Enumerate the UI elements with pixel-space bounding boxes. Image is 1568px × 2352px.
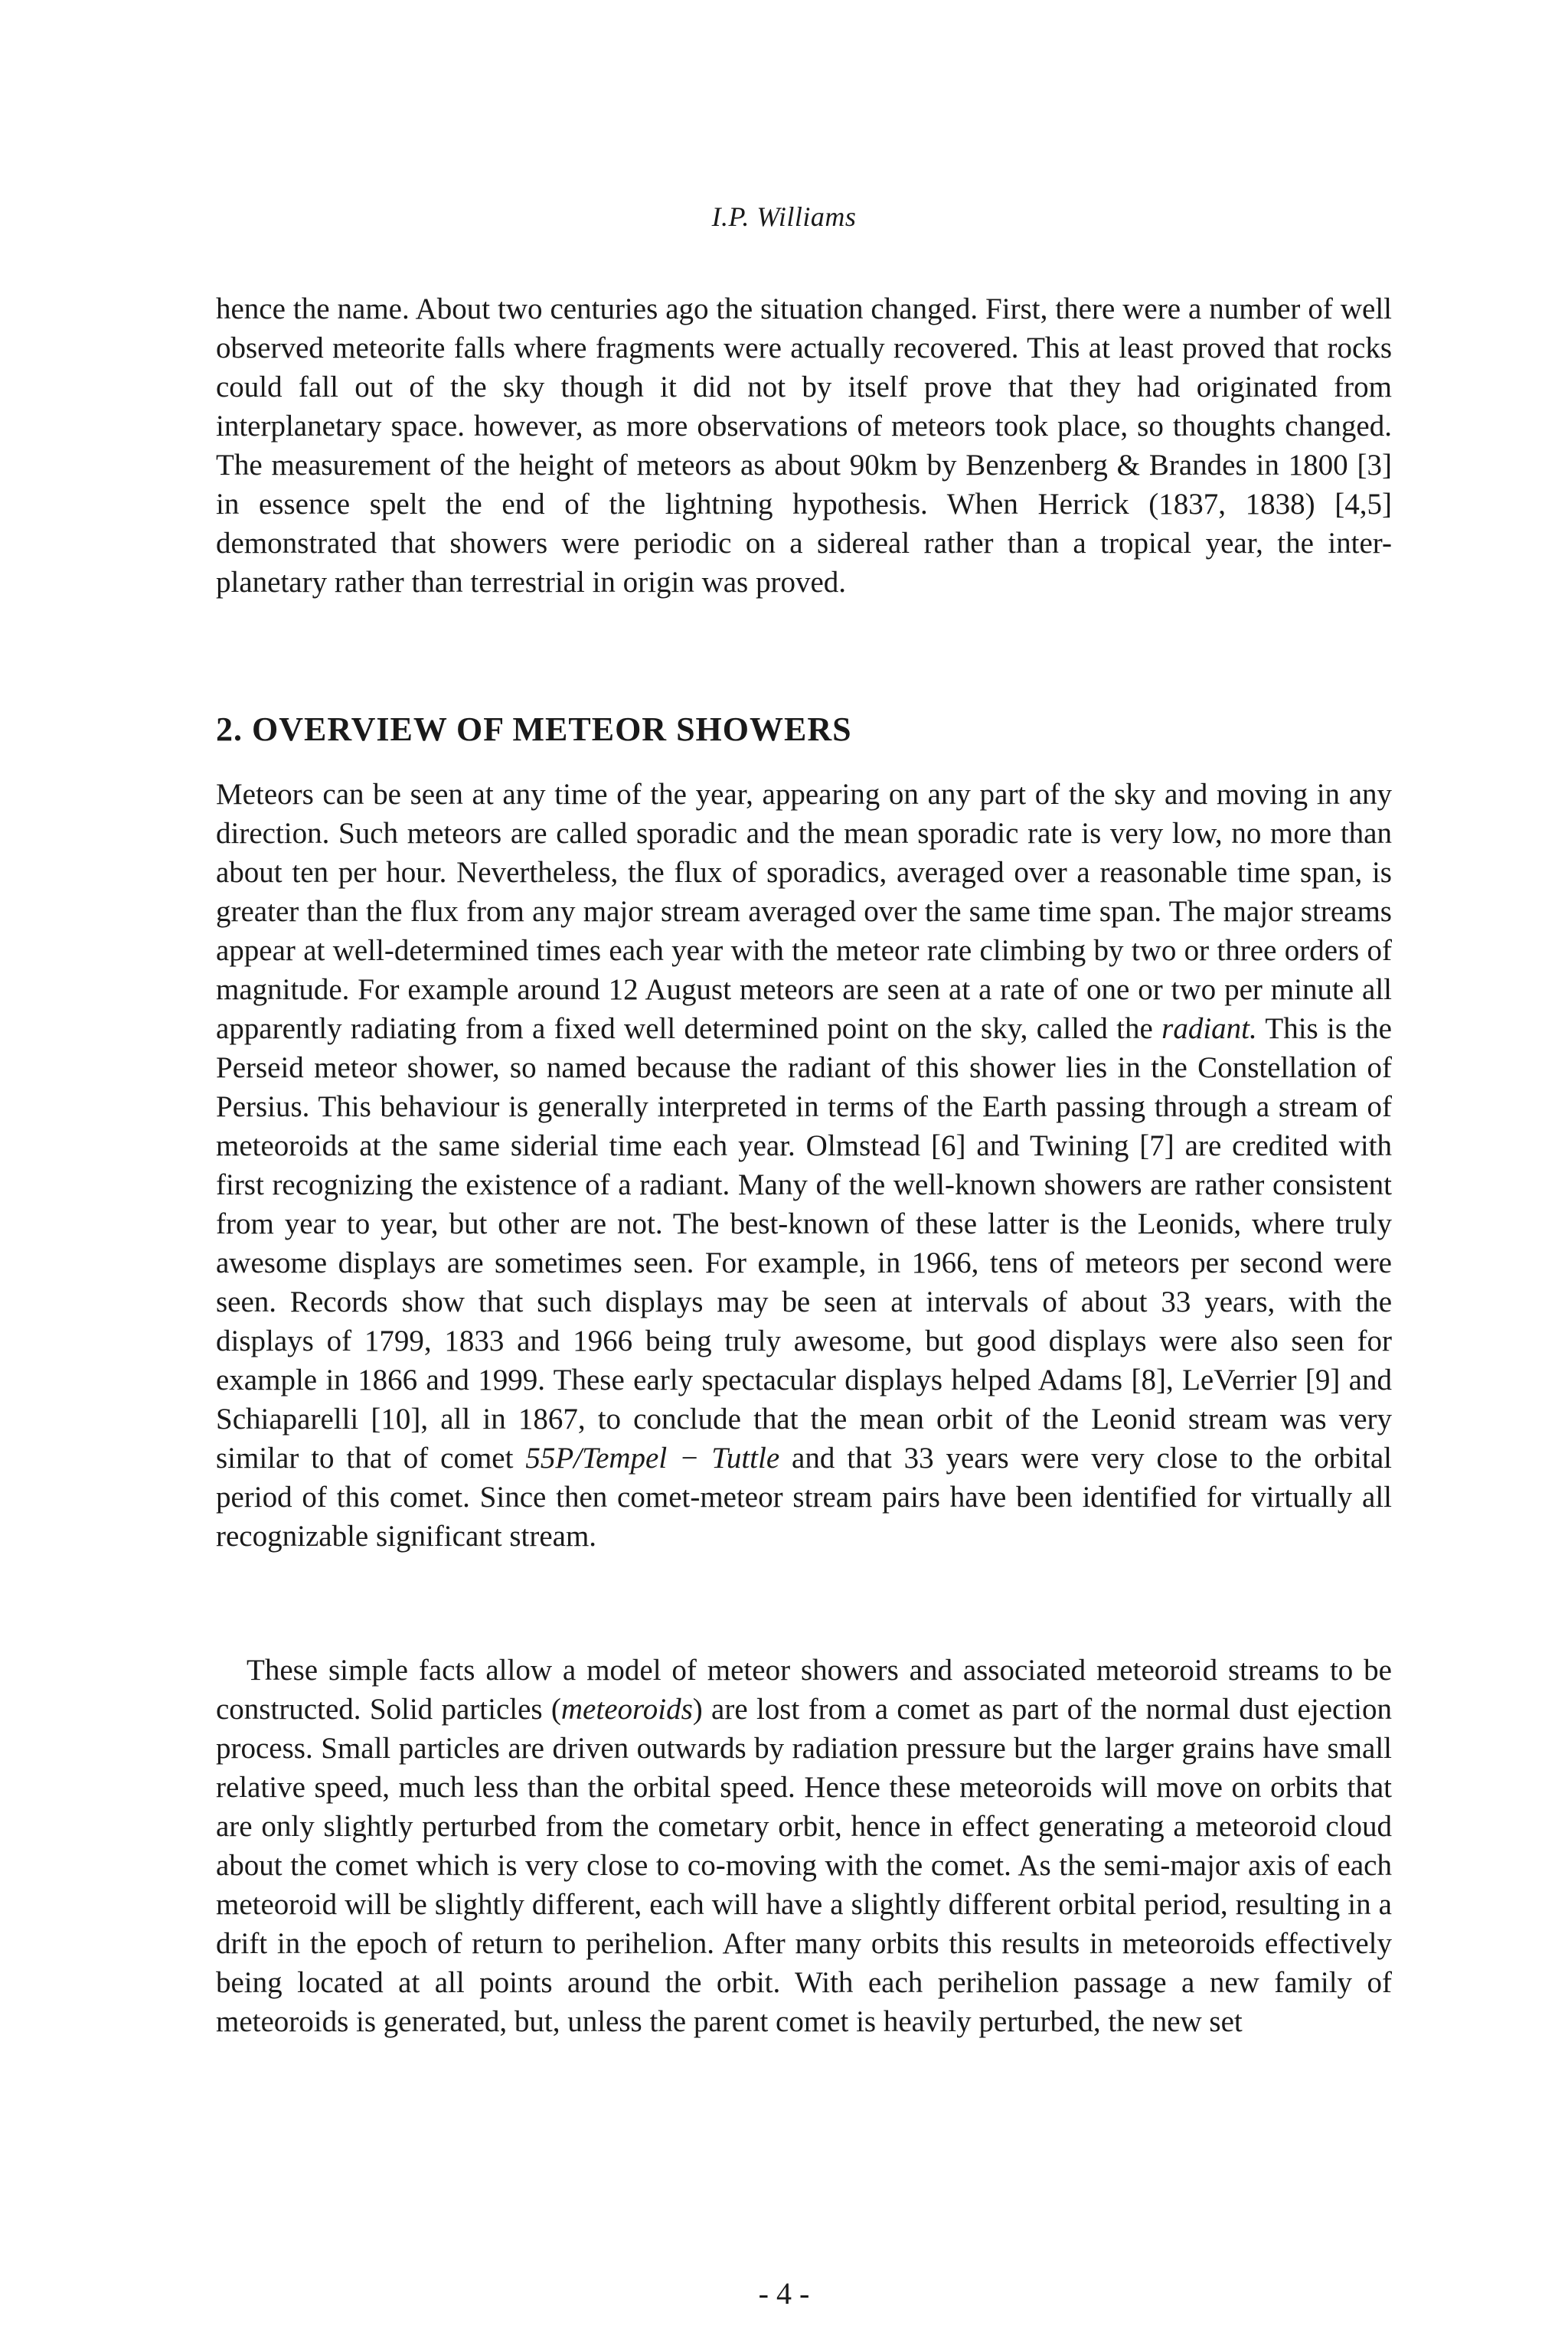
meteoroids-term: meteoroids [560, 1693, 693, 1726]
page-number: - 4 - [758, 2276, 810, 2311]
paragraph-text: These simple facts allow a model of meteor showers and associated meteoroid streams to be constructed. Solid particles ( [216, 1654, 1392, 1726]
running-header: I.P. Williams [711, 201, 857, 232]
section-paragraph-2 [216, 1651, 1392, 2041]
paragraph-text: This is the Perseid meteor shower, so named because the radiant of this shower lies in the Constellation of Persius. This behaviour is generally interpreted in terms of the Earth passing through a stream of meteoroids at the same siderial time each year. Olmstead [6] and Twining [7] are credited with first recognizing the existence of a radiant. Many of the well-known showers are rather consistent from year to year, but other are not. The best-known of these latter is the Leonids, where truly awesome displays are sometimes seen. For example, in 1966, tens of meteors per second were seen. Records show that such displays may be seen at intervals of about 33 years, with the displays of 1799, 1833 and 1966 being truly awesome, but good displays were also seen for example in 1866 and 1999. These early spectacular displays helped Adams [8], LeVerrier [9] and Schiaparelli [10], all in 1867, to conclude that the mean orbit of the Leonid stream was very similar to that of comet [216, 1012, 1392, 1475]
intro-paragraph: hence the name. About two centuries ago the situation changed. First, there were a number of well observed meteorite falls where fragments were actually recovered. This at least proved that rocks could fall out of the sky though it did not by itself prove that they had originated from interplanetary space. however, as more observations of meteors took place, so thoughts changed. The measurement of the height of meteors as about 90km by Benzenberg & Brandes in 1800 [3] in essence spelt the end of the lightning hypothesis. When Herrick (1837, 1838) [4,5] demonstrated that showers were periodic on a sidereal rather than a tropical year, the inter-planetary rather than terrestrial in origin was proved. [216, 292, 1392, 599]
section-heading: 2. OVERVIEW OF METEOR SHOWERS [216, 710, 852, 748]
radiant-term: radiant. [1161, 1012, 1257, 1045]
paragraph-text: ) are lost from a comet as part of the normal dust ejection process. Small particles are driven outwards by radiation pressure but the larger grains have small relative speed, much less than the orbital speed. Hence these meteoroids will move on orbits that are only slightly perturbed from the cometary orbit, hence in effect generating a meteoroid cloud about the comet which is very close to co-moving with the comet. As the semi-major axis of each meteoroid will be slightly different, each will have a slightly different orbital period, resulting in a drift in the epoch of return to perihelion. After many orbits this results in meteoroids effectively being located at all points around the orbit. With each perihelion passage a new family of meteoroids is generated, but, unless the parent comet is heavily perturbed, the new set [216, 1693, 1392, 2038]
paragraph-text: Meteors can be seen at any time of the year, appearing on any part of the sky and moving in any direction. Such meteors are called sporadic and the mean sporadic rate is very low, no more than about ten per hour. Nevertheless, the flux of sporadics, averaged over a reasonable time span, is greater than the flux from any major stream averaged over the same time span. The major streams appear at well-determined times each year with the meteor rate climbing by two or three orders of magnitude. For example around 12 August meteors are seen at a rate of one or two per minute all apparently radiating from a fixed well determined point on the sky, called the [216, 778, 1392, 1045]
comet-designation: 55P/Tempel − Tuttle [525, 1442, 780, 1475]
paragraph-text: and that 33 years were very close to the orbital period of this comet. Since then comet-meteor stream pairs have been identified for virtually all recognizable significant stream. [216, 1442, 1392, 1553]
section-paragraph-1 [216, 775, 1392, 1556]
